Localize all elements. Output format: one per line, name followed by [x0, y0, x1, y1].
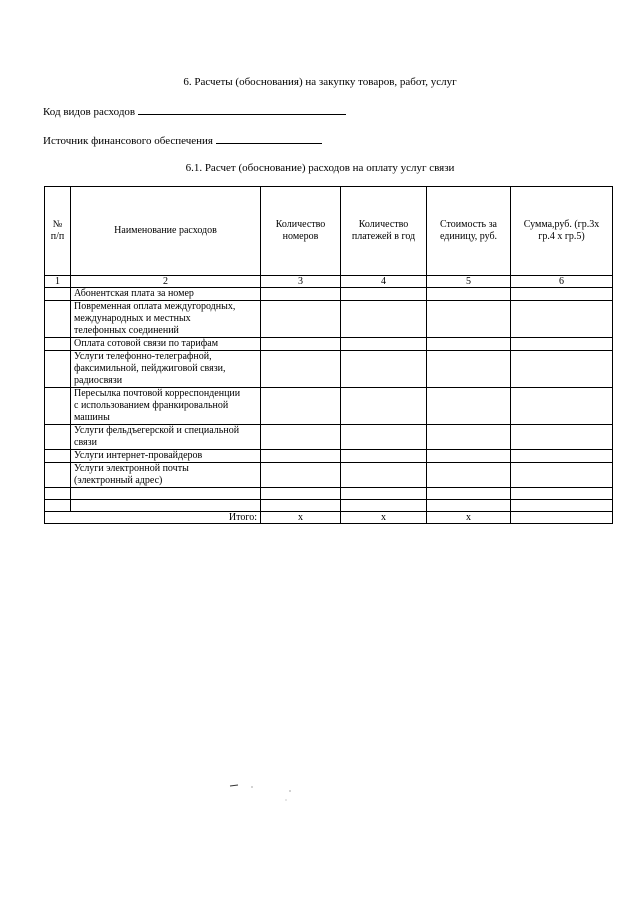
- section-title: 6. Расчеты (обоснования) на закупку товаров, работ, услуг: [183, 76, 457, 88]
- total-cell: х: [427, 512, 511, 524]
- table-cell[interactable]: [427, 288, 511, 301]
- table-cell[interactable]: [45, 450, 71, 463]
- table-row: [45, 338, 613, 351]
- table-cell[interactable]: [427, 301, 511, 338]
- subsection-title: 6.1. Расчет (обоснование) расходов на оплату услуг связи: [185, 162, 455, 174]
- header-cell: Сумма,руб. (гр.3х гр.4 х гр.5): [511, 187, 613, 276]
- table-cell[interactable]: [45, 338, 71, 351]
- table-cell[interactable]: [511, 388, 613, 425]
- table-cell[interactable]: [427, 388, 511, 425]
- table-row: [45, 301, 613, 338]
- expense-name: Услуги интернет-провайдеров: [71, 450, 261, 463]
- column-number: 4: [341, 276, 427, 288]
- expense-name: Оплата сотовой связи по тарифам: [71, 338, 261, 351]
- table-row: [45, 388, 613, 425]
- header-cell: Наименование расходов: [71, 187, 261, 276]
- table-cell[interactable]: [511, 463, 613, 488]
- column-number: 6: [511, 276, 613, 288]
- table-cell[interactable]: [45, 351, 71, 388]
- table-cell[interactable]: [45, 463, 71, 488]
- expense-code-label: Код видов расходов: [43, 106, 136, 118]
- scan-specks: [228, 783, 298, 803]
- table-cell[interactable]: [341, 463, 427, 488]
- table-cell[interactable]: [45, 500, 71, 512]
- table-cell[interactable]: [341, 488, 427, 500]
- table-row: [45, 500, 613, 512]
- table-cell[interactable]: [341, 450, 427, 463]
- table-row: [45, 450, 613, 463]
- funding-source-blank[interactable]: [216, 133, 322, 144]
- total-row: [45, 512, 613, 524]
- header-cell: Количество номеров: [261, 187, 341, 276]
- table-cell[interactable]: [427, 351, 511, 388]
- table-header-row: [45, 187, 613, 276]
- funding-source-label: Источник финансового обеспечения: [43, 135, 213, 147]
- table-cell[interactable]: [45, 425, 71, 450]
- expense-name: Абонентская плата за номер: [71, 288, 261, 301]
- expense-name: [71, 500, 261, 512]
- expense-code-blank[interactable]: [138, 104, 346, 115]
- expense-name: Повременная оплата междугородных, международных и местных телефонных соединений: [71, 301, 261, 338]
- column-number: 5: [427, 276, 511, 288]
- table-cell[interactable]: [341, 288, 427, 301]
- header-cell: № п/п: [45, 187, 71, 276]
- table-cell[interactable]: [45, 488, 71, 500]
- table-cell[interactable]: [511, 425, 613, 450]
- expense-name: Пересылка почтовой корреспонденции с использованием франкировальной машины: [71, 388, 261, 425]
- table-cell[interactable]: [261, 288, 341, 301]
- table-cell[interactable]: [261, 301, 341, 338]
- table-cell[interactable]: [341, 388, 427, 425]
- table-cell[interactable]: [261, 388, 341, 425]
- expense-name: Услуги электронной почты (электронный адрес): [71, 463, 261, 488]
- total-cell: х: [341, 512, 427, 524]
- table-row: [45, 463, 613, 488]
- total-cell: [511, 512, 613, 524]
- table-cell[interactable]: [341, 425, 427, 450]
- column-number: 3: [261, 276, 341, 288]
- table-cell[interactable]: [427, 500, 511, 512]
- table-cell[interactable]: [511, 488, 613, 500]
- column-number: 2: [71, 276, 261, 288]
- total-cell: х: [261, 512, 341, 524]
- table-cell[interactable]: [261, 450, 341, 463]
- table-row: [45, 425, 613, 450]
- table-cell[interactable]: [261, 338, 341, 351]
- table-cell[interactable]: [341, 301, 427, 338]
- table-cell[interactable]: [511, 301, 613, 338]
- table-cell[interactable]: [45, 288, 71, 301]
- expense-name: Услуги телефонно-телеграфной, факсимильной, пейджиговой связи, радиосвязи: [71, 351, 261, 388]
- total-label: Итого:: [45, 512, 261, 524]
- table-cell[interactable]: [511, 338, 613, 351]
- table-cell[interactable]: [511, 450, 613, 463]
- column-number-row: [45, 276, 613, 288]
- table-cell[interactable]: [341, 500, 427, 512]
- table-row: [45, 351, 613, 388]
- table-row: [45, 288, 613, 301]
- expense-code-line: [43, 104, 346, 118]
- funding-source-line: [43, 133, 322, 147]
- table-cell[interactable]: [427, 338, 511, 351]
- table-cell[interactable]: [261, 425, 341, 450]
- table-cell[interactable]: [427, 425, 511, 450]
- header-cell: Количество платежей в год: [341, 187, 427, 276]
- table-cell[interactable]: [261, 463, 341, 488]
- table-cell[interactable]: [45, 301, 71, 338]
- expense-name: Услуги фельдъегерской и специальной связи: [71, 425, 261, 450]
- table-cell[interactable]: [341, 338, 427, 351]
- table-cell[interactable]: [427, 488, 511, 500]
- table-cell[interactable]: [511, 351, 613, 388]
- table-cell[interactable]: [511, 500, 613, 512]
- table-cell[interactable]: [427, 463, 511, 488]
- table-row: [45, 488, 613, 500]
- table-cell[interactable]: [45, 388, 71, 425]
- column-number: 1: [45, 276, 71, 288]
- table-cell[interactable]: [261, 351, 341, 388]
- communication-costs-table: [44, 186, 613, 524]
- table-cell[interactable]: [511, 288, 613, 301]
- expense-name: [71, 488, 261, 500]
- table-cell[interactable]: [261, 500, 341, 512]
- table-cell[interactable]: [427, 450, 511, 463]
- table-cell[interactable]: [341, 351, 427, 388]
- header-cell: Стоимость за единицу, руб.: [427, 187, 511, 276]
- table-cell[interactable]: [261, 488, 341, 500]
